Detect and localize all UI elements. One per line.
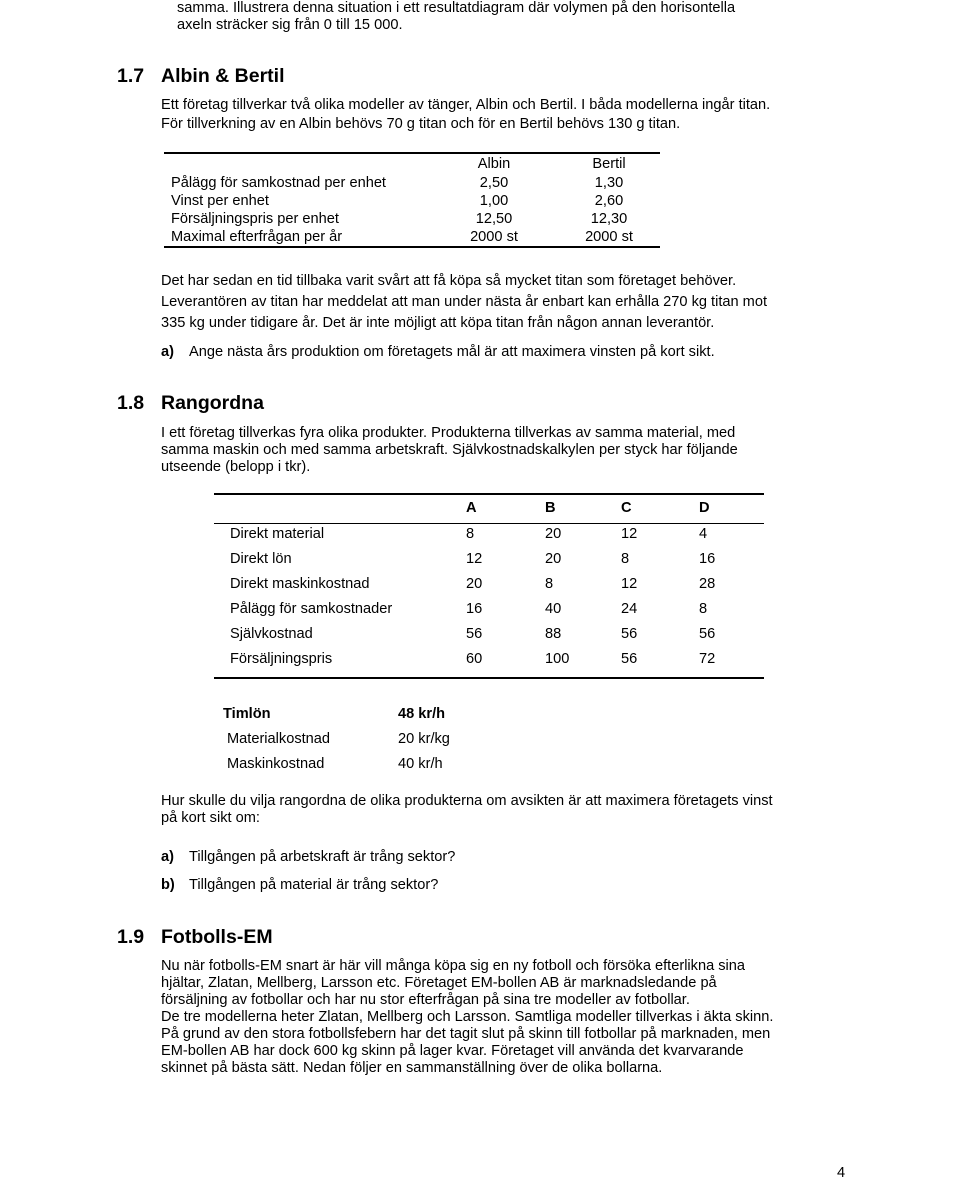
question-b — [161, 877, 438, 894]
table-rule — [214, 677, 764, 679]
table-cell: 12,30 — [590, 211, 628, 227]
section-17-title: Albin & Bertil — [161, 65, 285, 87]
table-row — [214, 626, 764, 644]
text-line: på kort sikt om: — [161, 810, 260, 826]
text-line: De tre modellerna heter Zlatan, Mellberg och Larsson. Samtliga modeller tillverkas i äkta skinn. — [161, 1009, 774, 1025]
table-cell: 12 — [621, 526, 638, 542]
text-line: För tillverkning av en Albin behövs 70 g titan och för en Bertil behövs 130 g titan. — [161, 116, 681, 132]
section-18-title: Rangordna — [161, 392, 264, 414]
table-cell: 28 — [699, 576, 716, 592]
text-line: Ett företag tillverkar två olika modeller av tänger, Albin och Bertil. I båda modellerna ingår titan. — [161, 97, 771, 113]
table-cell: 88 — [545, 626, 562, 642]
table-row — [214, 576, 764, 594]
table-cell: 20 — [545, 551, 562, 567]
question-text: Ange nästa års produktion om företagets mål är att maximera vinsten på kort sikt. — [189, 344, 715, 360]
table-cell: 20 — [545, 526, 562, 542]
section-19-title: Fotbolls-EM — [161, 926, 273, 948]
table-row — [164, 175, 660, 193]
question-label: b) — [161, 877, 175, 893]
table-cell: 8 — [545, 576, 554, 592]
section-18-intro — [161, 425, 861, 476]
table-cell: 100 — [545, 651, 570, 667]
text-line: försäljning av fotbollar och har nu stor efterfrågan på sina tre modeller av fotbollar. — [161, 992, 690, 1008]
table-cell: 2,60 — [594, 193, 624, 209]
table-cell: 40 — [545, 601, 562, 617]
table-cell: 72 — [699, 651, 716, 667]
intro-line: samma. Illustrera denna situation i ett resultatdiagram där volymen på den horisontella — [177, 0, 736, 16]
table-cell: 12 — [621, 576, 638, 592]
text-line: Det har sedan en tid tillbaka varit svårt att få köpa så mycket titan som företaget behöver. — [161, 273, 737, 289]
column-header: C — [621, 500, 632, 516]
text-line: Hur skulle du vilja rangordna de olika produkterna om avsikten är att maximera företagets vinst — [161, 793, 773, 809]
column-header: D — [699, 500, 710, 516]
text-line: 335 kg under tidigare år. Det är inte möjligt att köpa titan från någon annan leverantör. — [161, 315, 715, 331]
row-label: Direkt maskinkostnad — [230, 576, 370, 592]
table-cell: 2000 st — [470, 229, 518, 245]
table-cell: 12,50 — [475, 211, 513, 227]
table-row — [164, 211, 660, 229]
table-row — [214, 526, 764, 544]
table-cell: 56 — [621, 651, 638, 667]
table-rule — [164, 246, 660, 248]
text-line: På grund av den stora fotbollsfebern har det tagit slut på skinn till fotbollar på marknaden, men — [161, 1026, 771, 1042]
table-cell: 20 — [466, 576, 483, 592]
rate-label: Maskinkostnad — [227, 756, 325, 772]
table-cell: 4 — [699, 526, 708, 542]
row-label: Direkt material — [230, 526, 325, 542]
column-header: Bertil — [592, 156, 626, 172]
question-label: a) — [161, 344, 174, 360]
question-a — [161, 849, 455, 866]
section-19-number: 1.9 — [117, 926, 145, 948]
table-cell: 8 — [621, 551, 630, 567]
section-17-intro — [161, 97, 861, 133]
text-line: Nu när fotbolls-EM snart är här vill många köpa sig en ny fotboll och försöka efterlikna sina — [161, 958, 746, 974]
section-17-body — [161, 271, 861, 334]
rate-value: 20 kr/kg — [398, 731, 450, 747]
table-cell: 1,00 — [479, 193, 509, 209]
table-cell: 1,30 — [594, 175, 624, 191]
table-row — [164, 229, 660, 247]
table-row — [214, 601, 764, 619]
text-line: Leverantören av titan har meddelat att man under nästa år enbart kan erhålla 270 kg titan mot — [161, 294, 768, 310]
column-header: A — [466, 500, 477, 516]
table-cell: 56 — [621, 626, 638, 642]
text-line: I ett företag tillverkas fyra olika produkter. Produkterna tillverkas av samma material, med — [161, 425, 736, 441]
table-row — [164, 193, 660, 211]
row-label: Försäljningspris — [230, 651, 333, 667]
table-cell: 12 — [466, 551, 483, 567]
page-number: 4 — [837, 1165, 846, 1181]
table-cell: 56 — [466, 626, 483, 642]
text-line: samma maskin och med samma arbetskraft. Självkostnadskalkylen per styck har följande — [161, 442, 738, 458]
row-label: Direkt lön — [230, 551, 292, 567]
rate-value: 40 kr/h — [398, 756, 443, 772]
table-cell: 16 — [466, 601, 483, 617]
table-row — [214, 651, 764, 669]
table-header-row — [164, 156, 660, 174]
row-label: Pålägg för samkostnader — [230, 601, 393, 617]
question-label: a) — [161, 849, 174, 865]
column-header: B — [545, 500, 556, 516]
column-header: Albin — [477, 156, 511, 172]
section-19-body — [161, 958, 861, 1077]
table-cell: 24 — [621, 601, 638, 617]
row-label: Försäljningspris per enhet — [171, 211, 339, 227]
text-line: utseende (belopp i tkr). — [161, 459, 311, 475]
table-cell: 56 — [699, 626, 716, 642]
intro-line: axeln sträcker sig från 0 till 15 000. — [177, 17, 403, 33]
row-label: Vinst per enhet — [171, 193, 269, 209]
rate-label: Materialkostnad — [227, 731, 331, 747]
table-header-row — [214, 500, 764, 518]
question-a — [161, 344, 715, 361]
section-17-number: 1.7 — [117, 65, 145, 87]
text-line: hjältar, Zlatan, Mellberg, Larsson etc. Företaget EM-bollen AB är marknadsledande på — [161, 975, 717, 991]
table-cell: 8 — [699, 601, 708, 617]
row-label: Självkostnad — [230, 626, 313, 642]
question-text: Tillgången på arbetskraft är trång sektor? — [189, 849, 456, 865]
question-text: Tillgången på material är trång sektor? — [189, 877, 439, 893]
rate-label: Timlön — [223, 706, 271, 722]
row-label: Maximal efterfrågan per år — [171, 229, 343, 245]
table-cell: 8 — [466, 526, 475, 542]
table-cell: 16 — [699, 551, 716, 567]
table-cell: 2,50 — [479, 175, 509, 191]
table-cell: 2000 st — [585, 229, 633, 245]
section-18-number: 1.8 — [117, 392, 145, 414]
table-rule — [214, 523, 764, 524]
text-line: skinnet på bästa sätt. Nedan följer en sammanställning över de olika bollarna. — [161, 1060, 663, 1076]
text-line: EM-bollen AB har dock 600 kg skinn på lager kvar. Företaget vill använda det kvarvarande — [161, 1043, 744, 1059]
table-rule — [164, 152, 660, 154]
intro-paragraph — [177, 0, 877, 34]
table-rule — [214, 493, 764, 495]
section-18-question — [161, 793, 861, 827]
rate-value: 48 kr/h — [398, 706, 446, 722]
row-label: Pålägg för samkostnad per enhet — [171, 175, 386, 191]
table-cell: 60 — [466, 651, 483, 667]
table-row — [214, 551, 764, 569]
